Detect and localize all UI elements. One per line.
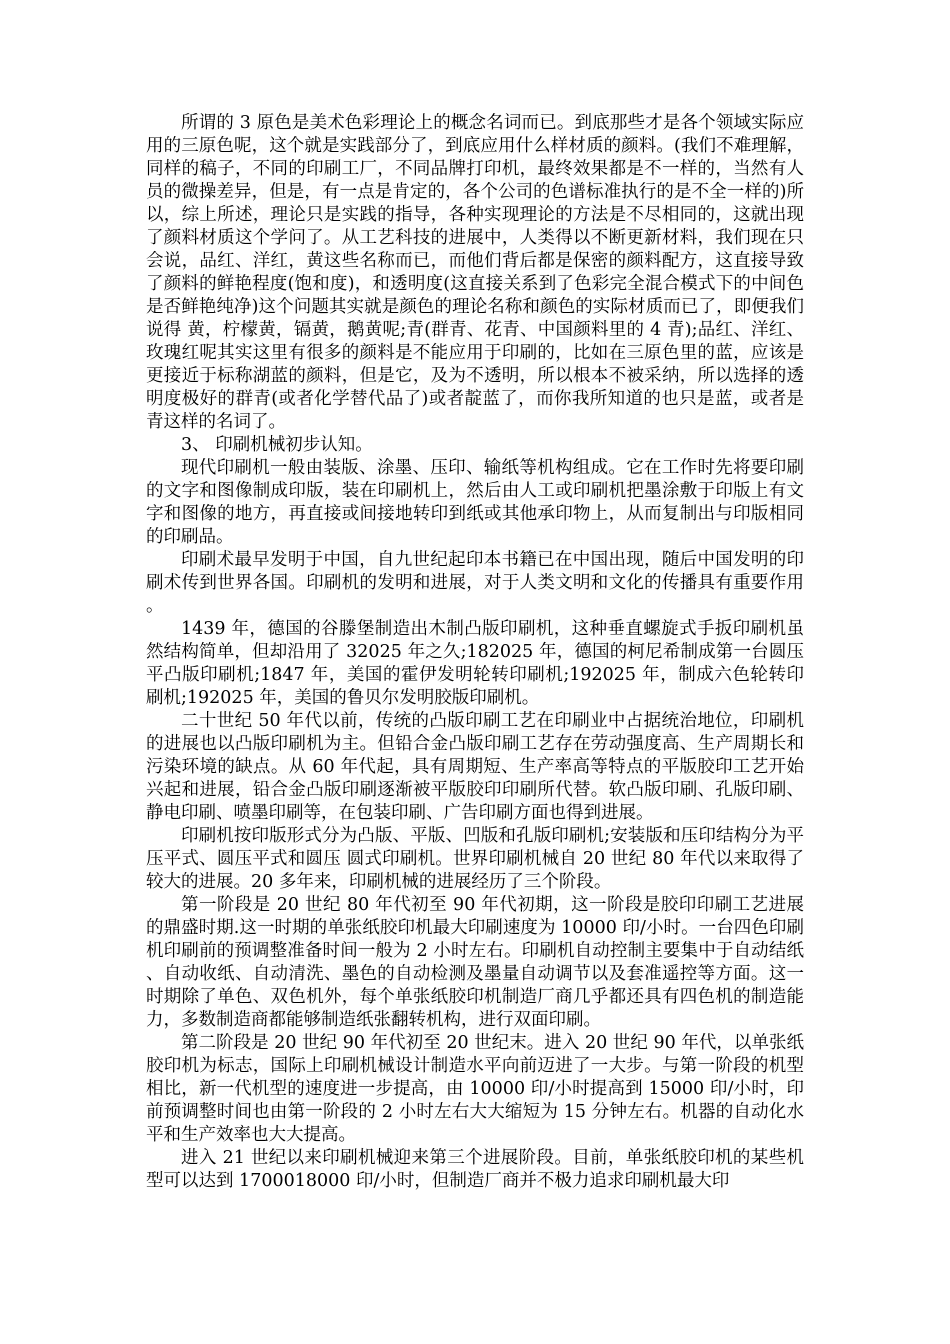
paragraph-1950s: 二十世纪 50 年代以前，传统的凸版印刷工艺在印刷业中占据统治地位，印刷机的进展也以凸版印刷机为主。但铅合金凸版印刷工艺存在劳动强度高、生产周期长和污染环境的缺点。从 60 年代起，具有周期短、生产率高等特点的平版胶印工艺开始兴起和进展，铅合金凸版印刷逐渐被平版胶印印刷所代替。软凸版印刷、孔版印刷、静电印刷、喷墨印刷等，在包装印刷、广告印刷方面也得到进展。 [146, 711, 804, 823]
paragraph-invention-history: 印刷术最早发明于中国，自九世纪起印本书籍已在中国出现，随后中国发明的印刷术传到世界各国。印刷机的发明和进展，对于人类文明和文化的传播具有重要作用。 [146, 550, 804, 616]
paragraph-classification: 印刷机按印版形式分为凸版、平版、凹版和孔版印刷机;安装版和压印结构分为平压平式、圆压平式和圆压 圆式印刷机。世界印刷机械自 20 世纪 80 年代以来取得了较大的进展。20 多年来，印刷机械的进展经历了三个阶段。 [146, 826, 804, 892]
paragraph-stage-one: 第一阶段是 20 世纪 80 年代初至 90 年代初期，这一阶段是胶印印刷工艺进展的鼎盛时期.这一时期的单张纸胶印机最大印刷速度为 10000 印/小时。一台四色印刷机印刷前的预调整准备时间一般为 2 小时左右。印刷机自动控制主要集中于自动结纸、自动收纸、自动清洗、墨色的自动检测及墨量自动调节以及套准遥控等方面。这一时期除了单色、双色机外，每个单张纸胶印机制造厂商几乎都还具有四色机的制造能力，多数制造商都能够制造纸张翻转机构，进行双面印刷。 [146, 895, 804, 1030]
section-heading-printing-machinery: 3、 印刷机械初步认知。 [181, 435, 373, 455]
paragraph-stage-two: 第二阶段是 20 世纪 90 年代初至 20 世纪末。进入 20 世纪 90 年代，以单张纸胶印机为标志，国际上印刷机械设计制造水平向前迈进了一大步。与第一阶段的机型相比，新一代机型的速度进一步提高，由 10000 印/小时提高到 15000 印/小时，印前预调整时间也由第一阶段的 2 小时左右大大缩短为 15 分钟左右。机器的自动化水平和生产效率也大大提高。 [146, 1033, 804, 1145]
paragraph-modern-press: 现代印刷机一般由装版、涂墨、压印、输纸等机构组成。它在工作时先将要印刷的文字和图像制成印版，装在印刷机上，然后由人工或印刷机把墨涂敷于印版上有文字和图像的地方，再直接或间接地转印到纸或其他承印物上，从而复制出与印版相同的印刷品。 [146, 458, 804, 547]
paragraph-stage-three: 进入 21 世纪以来印刷机械迎来第三个进展阶段。目前，单张纸胶印机的某些机型可以达到 1700018000 印/小时，但制造厂商并不极力追求印刷机最大印 [146, 1148, 804, 1191]
document-body [146, 112, 804, 1193]
paragraph-primary-colors: 所谓的 3 原色是美术色彩理论上的概念名词而已。到底那些才是各个领域实际应用的三原色呢，这个就是实践部分了，到底应用什么样材质的颜料。(我们不难理解，同样的稿子，不同的印刷工厂，不同品牌打印机，最终效果都是不一样的，当然有人员的微操差异，但是，有一点是肯定的，各个公司的色谱标准执行的是不全一样的)所以，综上所述，理论只是实践的指导，各种实现理论的方法是不尽相同的，这就出现了颜料材质这个学问了。从工艺科技的进展中，人类得以不断更新材料，我们现在只会说，品红、洋红，黄这些名称而已，而他们背后都是保密的颜料配方，这直接导致了颜料的鲜艳程度(饱和度)，和透明度(这直接关系到了色彩完全混合模式下的中间色是否鲜艳纯净)这个问题其实就是颜色的理论名称和颜色的实际材质而已了，即便我们说得 黄，柠檬黄，镉黄，鹅黄呢;青(群青、花青、中国颜料里的 4 青);品红、洋红、玫瑰红呢其实这里有很多的颜料是不能应用于印刷的，比如在三原色里的蓝，应该是更接近于标称湖蓝的颜料，但是它，及为不透明，所以根本不被采纳，所以选择的透明度极好的群青(或者化学替代品了)或者靛蓝了，而你我所知道的也只是蓝，或者是青这样的名词了。 [146, 113, 804, 432]
paragraph-timeline: 1439 年，德国的谷滕堡制造出木制凸版印刷机，这种垂直螺旋式手扳印刷机虽然结构简单，但却沿用了 32025 年之久;182025 年，德国的柯尼希制成第一台圆压平凸版印刷机;1847 年，美国的霍伊发明轮转印刷机;192025 年，制成六色轮转印刷机;192025 年，美国的鲁贝尔发明胶版印刷机。 [146, 619, 804, 708]
